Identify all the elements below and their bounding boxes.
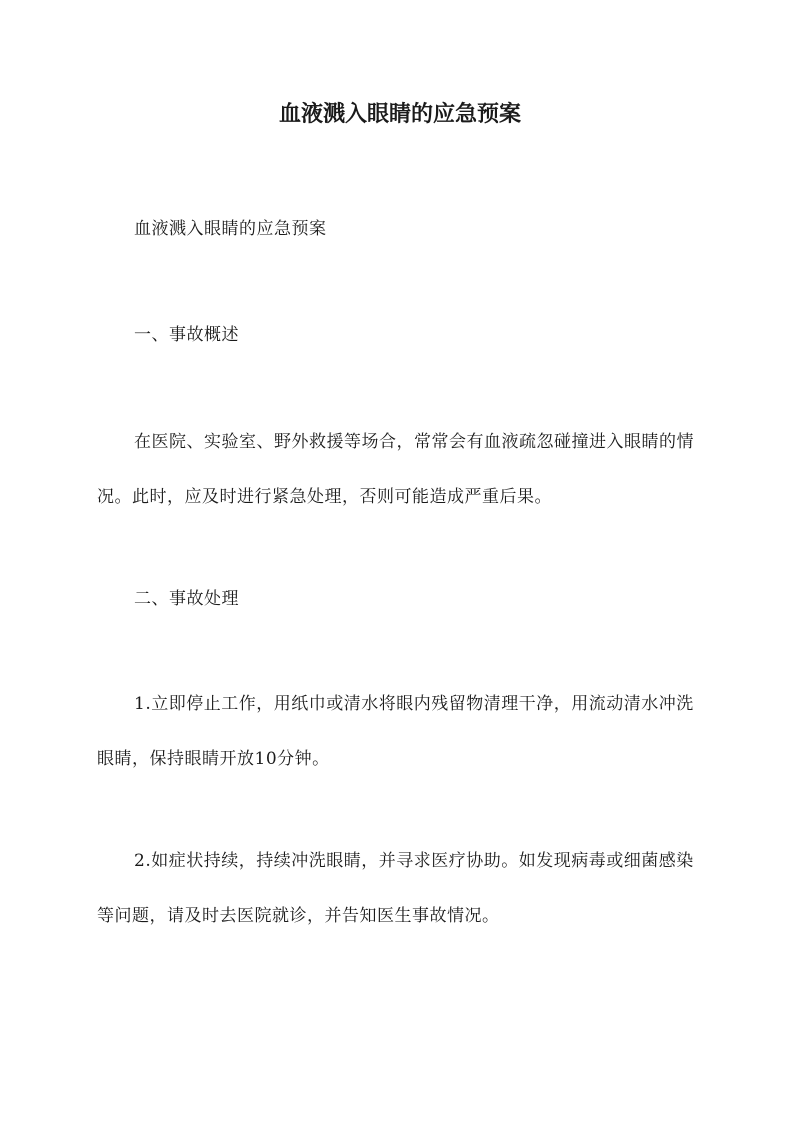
section-heading-overview: 一、事故概述 (134, 325, 239, 345)
document-title: 血液溅入眼睛的应急预案 (278, 101, 521, 127)
section-body-overview: 在医院、实验室、野外救援等场合，常常会有血液疏忽碰撞进入眼睛的情况。此时，应及时进行紧急处理，否则可能造成严重后果。 (97, 432, 694, 507)
document-subtitle: 血液溅入眼睛的应急预案 (134, 219, 327, 239)
handling-step-1: 1.立即停止工作，用纸巾或清水将眼内残留物清理干净，用流动清水冲洗眼睛，保持眼睛开放10分钟。 (97, 694, 694, 769)
handling-step-2: 2.如症状持续，持续冲洗眼睛，并寻求医疗协助。如发现病毒或细菌感染等问题，请及时去医院就诊，并告知医生事故情况。 (97, 851, 694, 926)
section-heading-handling: 二、事故处理 (134, 589, 239, 609)
